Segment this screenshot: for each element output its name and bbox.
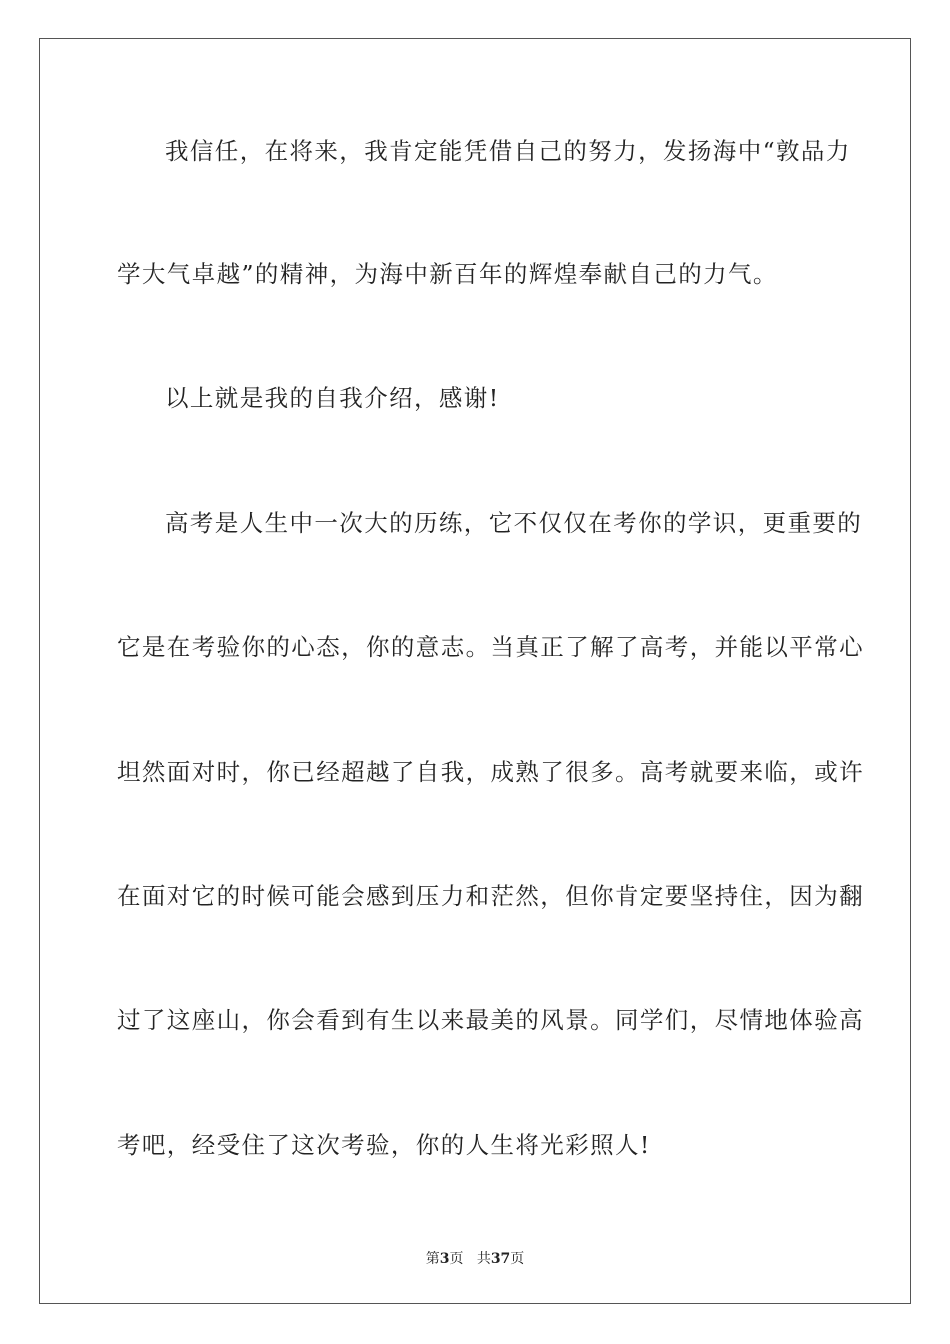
paragraph-line: 在面对它的时候可能会感到压力和茫然，但你肯定要坚持住，因为翻 (117, 882, 864, 910)
paragraph-line: 它是在考验你的心态，你的意志。当真正了解了高考，并能以平常心 (117, 633, 864, 661)
page-border (39, 38, 911, 1304)
paragraph-line: 坦然面对时，你已经超越了自我，成熟了很多。高考就要来临，或许 (117, 758, 864, 786)
paragraph-line: 我信任，在将来，我肯定能凭借自己的努力，发扬海中“敦品力 (165, 137, 851, 165)
total-suffix: 页 (510, 1251, 525, 1267)
total-pages: 37 (490, 1251, 511, 1267)
paragraph-line: 考吧，经受住了这次考验，你的人生将光彩照人! (117, 1131, 651, 1159)
page-number: 3 (439, 1251, 450, 1267)
page-suffix: 页 (449, 1251, 464, 1267)
paragraph-line: 以上就是我的自我介绍，感谢! (165, 384, 500, 412)
page-footer (0, 1248, 950, 1268)
page-prefix: 第 (425, 1251, 440, 1267)
paragraph-line: 过了这座山，你会看到有生以来最美的风景。同学们，尽情地体验高 (117, 1006, 864, 1034)
paragraph-line: 高考是人生中一次大的历练，它不仅仅在考你的学识，更重要的 (165, 509, 863, 537)
paragraph-line: 学大气卓越”的精神，为海中新百年的辉煌奉献自己的力气。 (117, 260, 778, 288)
total-prefix: 共 (476, 1251, 491, 1267)
